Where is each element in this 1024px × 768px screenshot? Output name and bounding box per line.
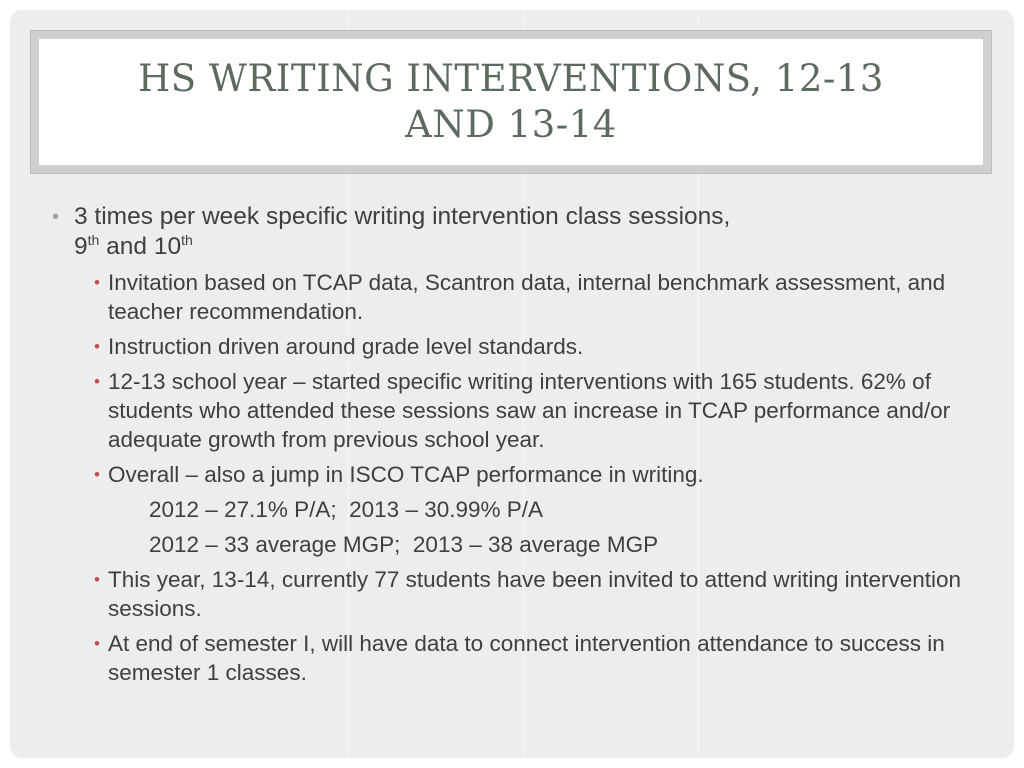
sub-bullet [48, 367, 996, 454]
sub-bullet [48, 629, 996, 687]
sub-bullet-text: Invitation based on TCAP data, Scantron data, internal benchmark assessment, and teacher recommendation. [108, 270, 946, 324]
sub-bullet [48, 565, 996, 623]
sub-bullet [48, 268, 996, 326]
stat-line: 2012 – 33 average MGP; 2013 – 38 average MGP [149, 532, 659, 557]
sub-bullet [48, 332, 996, 361]
slide [10, 10, 1014, 758]
grade-ten-suffix: th [181, 231, 193, 248]
bullet-dot-icon: • [94, 337, 100, 356]
bullet-dot-icon: • [94, 372, 100, 391]
title-line-2: AND 13-14 [405, 103, 617, 146]
grade-ten: and 10 [99, 233, 182, 260]
title-line-1: HS WRITING INTERVENTIONS, 12-13 [138, 57, 884, 100]
title-frame [30, 30, 992, 174]
bullet-list [48, 202, 996, 693]
bullet-dot-icon: • [94, 465, 100, 484]
sub-bullet-text: At end of semester I, will have data to connect intervention attendance to success in semester 1 classes. [108, 631, 945, 685]
sub-bullet-text: This year, 13-14, currently 77 students have been invited to attend writing intervention sessions. [108, 567, 962, 621]
grade-nine: 9 [74, 233, 88, 260]
main-bullet-text: 3 times per week specific writing intervention class sessions, [74, 203, 731, 230]
bullet-dot-icon: • [52, 206, 60, 228]
sub-bullet [48, 460, 996, 489]
grade-nine-suffix: th [87, 231, 100, 248]
bullet-dot-icon: • [94, 634, 100, 653]
bullet-dot-icon: • [94, 273, 100, 292]
stat-line: 2012 – 27.1% P/A; 2013 – 30.99% P/A [149, 497, 544, 522]
main-bullet [48, 202, 996, 262]
sub-bullet-text: Instruction driven around grade level standards. [108, 334, 584, 359]
bullet-dot-icon: • [94, 570, 100, 589]
sub-bullet-text: Overall – also a jump in ISCO TCAP performance in writing. [108, 462, 704, 487]
sub-bullet-text: 12-13 school year – started specific writing interventions with 165 students. 62% of students who attended these sessions saw an increase in TCAP performance and/or adequate growth from previous school year. [108, 369, 951, 452]
slide-title [39, 39, 983, 165]
